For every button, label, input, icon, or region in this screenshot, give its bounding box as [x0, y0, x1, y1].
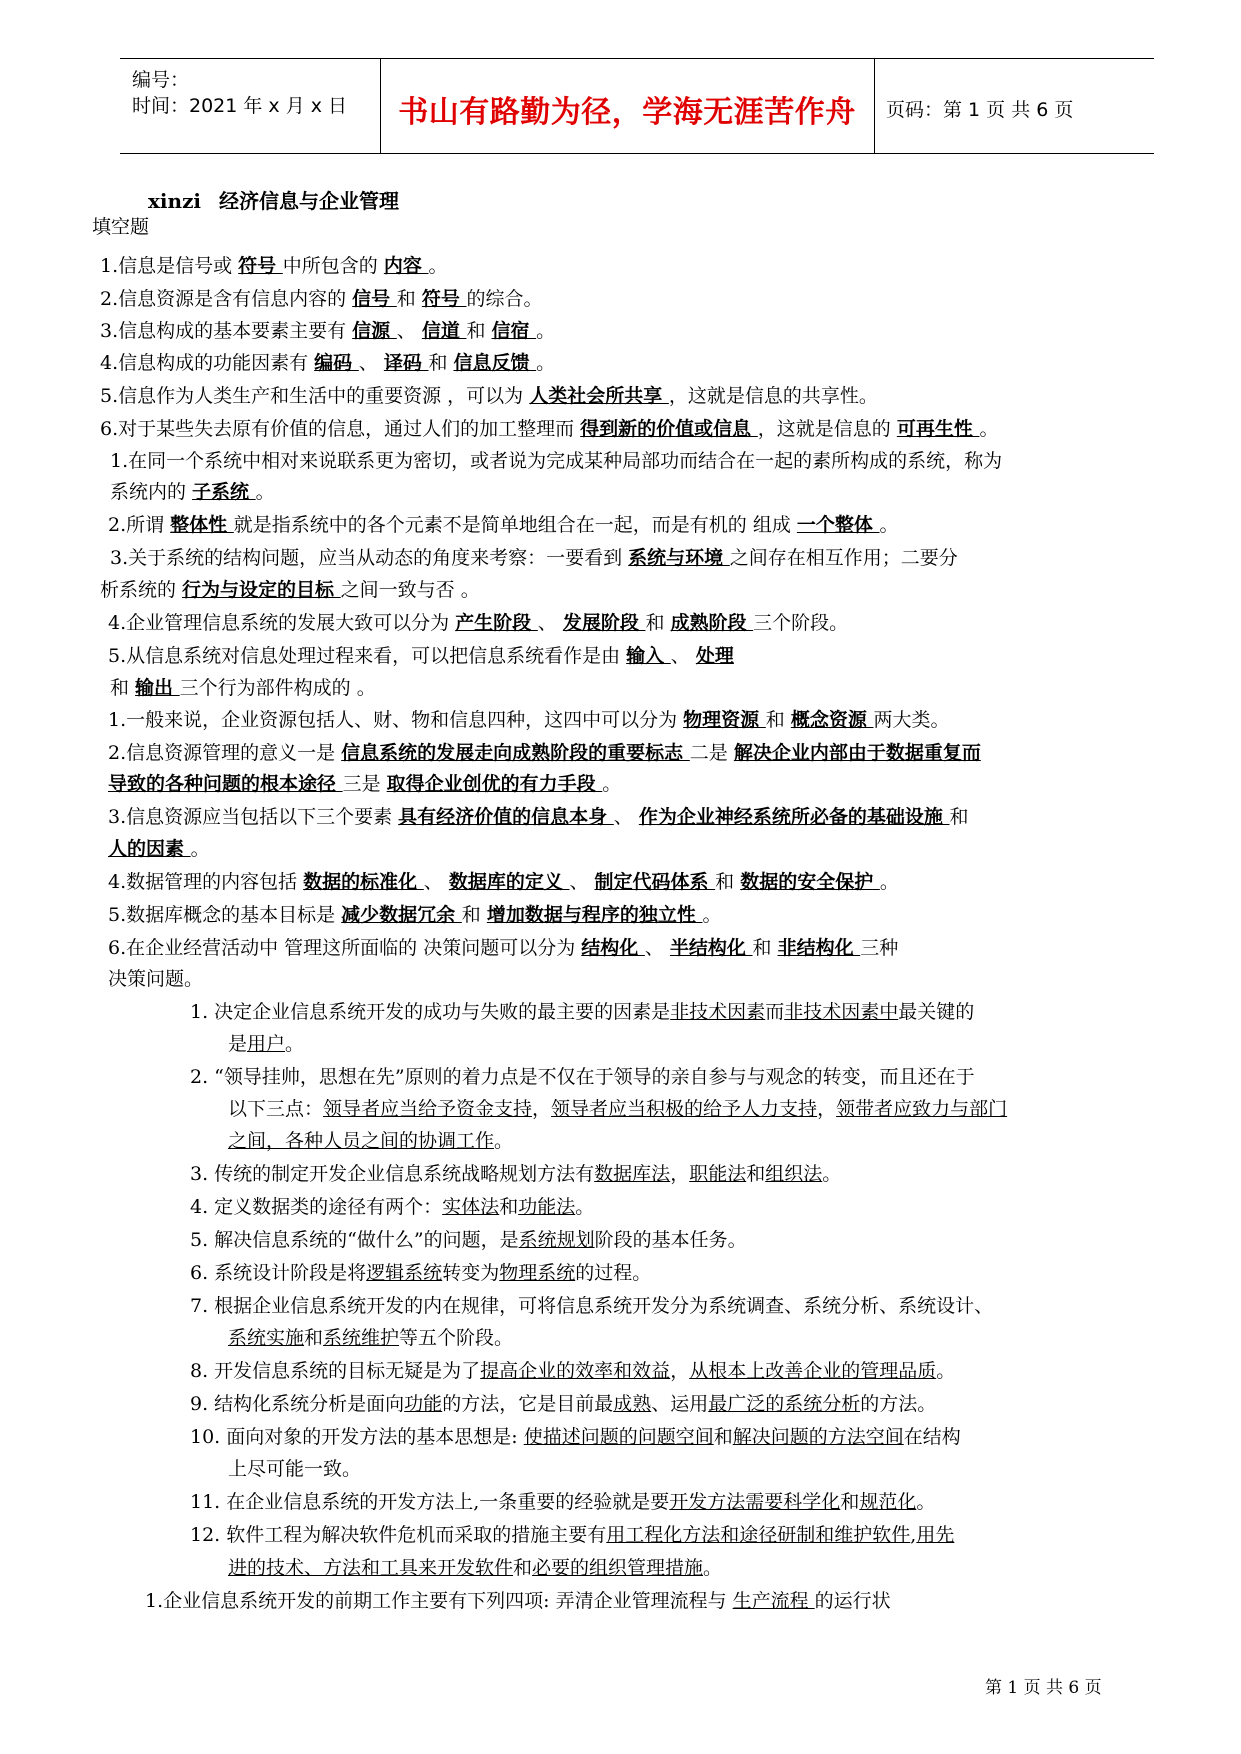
- text-segment: 12. 软件工程为解决软件危机而采取的措施主要有: [190, 1524, 607, 1546]
- text-segment: 等五个阶段。: [399, 1327, 514, 1349]
- text-segment: ,: [910, 1524, 917, 1546]
- text-segment: 和: [304, 1327, 324, 1349]
- answer-text: 生产流程: [732, 1590, 815, 1612]
- answer-text: 领带者应致力与部门: [836, 1098, 1008, 1120]
- text-segment: 二是: [689, 742, 734, 764]
- text-segment: 决策问题。: [108, 968, 204, 990]
- text-line: [110, 675, 376, 701]
- answer-text: 减少数据冗余: [341, 904, 462, 926]
- text-segment: 。: [536, 320, 556, 342]
- answer-text: 非技术因素: [670, 1001, 766, 1023]
- text-segment: 3.信息构成的基本要素主要有: [100, 320, 353, 342]
- answer-text: 制定代码体系: [594, 871, 716, 893]
- text-segment: 。: [536, 352, 556, 374]
- answer-text: 非技术因素中: [784, 1001, 899, 1023]
- answer-text: 解决问题的方法空间: [732, 1426, 904, 1448]
- text-segment: 6. 系统设计阶段是将: [190, 1262, 367, 1284]
- date-line: 时间：2021 年 x 月 x 日: [132, 95, 348, 117]
- text-segment: 6.对于某些失去原有价值的信息，通过人们的加工整理而: [100, 418, 581, 440]
- text-segment: 、: [358, 352, 384, 374]
- text-segment: 、: [569, 871, 595, 893]
- text-line: [108, 610, 848, 636]
- text-segment: 。: [428, 255, 448, 277]
- answer-text: 具有经济价值的信息本身: [398, 806, 614, 828]
- text-segment: 中所包含的: [282, 255, 384, 277]
- text-segment: 1. 决定企业信息系统开发的成功与失败的最主要的因素是: [190, 1001, 671, 1023]
- answer-text: 领导者应当给予资金支持: [323, 1098, 533, 1120]
- text-segment: 3.关于系统的结构问题，应当从动态的角度来考察：一要看到: [110, 547, 629, 569]
- text-segment: 。: [494, 1130, 514, 1152]
- answer-text: 概念资源: [790, 709, 874, 731]
- text-segment: ，: [670, 1360, 690, 1382]
- text-segment: 1.信息是信号或: [100, 255, 239, 277]
- text-segment: 5.信息作为人类生产和生活中的重要资源 ，可以为: [100, 385, 530, 407]
- answer-text: 解决企业内部由于数据重复而: [733, 742, 981, 764]
- text-segment: 3.信息资源应当包括以下三个要素: [108, 806, 399, 828]
- text-line: [100, 318, 555, 344]
- answer-text: 物理系统: [499, 1262, 576, 1284]
- text-segment: 11. 在企业信息系统的开发方法上,一条重要的经验就是要: [190, 1491, 670, 1513]
- serial-label: 编号：: [132, 69, 190, 91]
- text-line: [190, 1227, 747, 1253]
- text-segment: 。: [979, 418, 999, 440]
- text-segment: 2. “领导挂帅，思想在先”原则的着力点是不仅在于领导的亲自参与与观念的转变，而且还在于: [190, 1066, 975, 1088]
- answer-text: 信宿: [491, 320, 537, 342]
- answer-text: 之间，各种人员之间的协调工作: [228, 1130, 495, 1152]
- text-line: [100, 350, 555, 376]
- text-segment: 10. 面向对象的开发方法的基本思想是:: [190, 1426, 524, 1448]
- answer-text: 行为与设定的目标: [182, 579, 341, 601]
- answer-text: 信源: [352, 320, 397, 342]
- text-segment: 。: [190, 838, 210, 860]
- text-segment: 、: [423, 871, 449, 893]
- text-segment: 4.信息构成的功能因素有: [100, 352, 315, 374]
- answer-text: 数据的标准化: [303, 871, 424, 893]
- text-segment: ，: [532, 1098, 552, 1120]
- answer-text: 实体法: [442, 1196, 500, 1218]
- text-segment: 、: [613, 806, 639, 828]
- text-line: [108, 740, 981, 766]
- text-segment: 1.一般来说，企业资源包括人、财、物和信息四种，这四中可以分为: [108, 709, 684, 731]
- text-segment: 和: [461, 904, 487, 926]
- answer-text: 系统实施: [228, 1327, 305, 1349]
- text-segment: 三个行为部件构成的 。: [179, 677, 376, 699]
- text-segment: 。: [703, 1557, 723, 1579]
- text-line: [108, 966, 203, 992]
- text-segment: 。: [879, 514, 899, 536]
- text-line: [190, 1424, 961, 1450]
- text-segment: 转变为: [442, 1262, 500, 1284]
- text-segment: 三是: [342, 773, 387, 795]
- answer-text: 可再生性: [896, 418, 980, 440]
- text-segment: 三个阶段。: [753, 612, 849, 634]
- text-segment: 1.企业信息系统开发的前期工作主要有下列四项: 弄清企业管理流程与: [145, 1590, 733, 1612]
- text-segment: 1.在同一个系统中相对来说联系更为密切，或者说为完成某种局部功而结合在一起的素所构成的系统，称为: [110, 450, 1003, 472]
- text-segment: 8. 开发信息系统的目标无疑是为了: [190, 1360, 481, 1382]
- text-segment: 、: [670, 645, 696, 667]
- text-segment: 和: [715, 871, 741, 893]
- text-line: [190, 1064, 975, 1090]
- text-line: [108, 836, 210, 862]
- answer-text: 系统规划: [518, 1229, 595, 1251]
- answer-text: 编码: [314, 352, 359, 374]
- text-segment: 。: [702, 904, 722, 926]
- answer-text: 信息反馈: [453, 352, 537, 374]
- text-segment: 是: [228, 1033, 248, 1055]
- text-segment: 的过程。: [575, 1262, 652, 1284]
- answer-text: 用先: [916, 1524, 955, 1546]
- text-segment: 而: [765, 1001, 785, 1023]
- text-segment: 。: [255, 481, 275, 503]
- header-divider: [380, 59, 381, 153]
- text-line: [110, 479, 275, 505]
- text-segment: 阶段的基本任务。: [594, 1229, 747, 1251]
- text-line: [145, 1588, 891, 1614]
- text-segment: 和: [428, 352, 454, 374]
- text-segment: 和: [840, 1491, 860, 1513]
- text-segment: 系统内的: [110, 481, 193, 503]
- answer-text: 系统维护: [323, 1327, 400, 1349]
- text-segment: 5.数据库概念的基本目标是: [108, 904, 342, 926]
- answer-text: 数据库法: [594, 1163, 671, 1185]
- answer-text: 领导者应当积极的给予人力支持: [551, 1098, 818, 1120]
- text-segment: 上尽可能一致。: [228, 1458, 362, 1480]
- text-segment: 。: [936, 1360, 956, 1382]
- answer-text: 必要的组织管理措施: [532, 1557, 704, 1579]
- answer-text: 逻辑系统: [366, 1262, 443, 1284]
- text-segment: 3. 传统的制定开发企业信息系统战略规划方法有: [190, 1163, 595, 1185]
- answer-text: 数据库的定义: [448, 871, 570, 893]
- text-segment: 。: [916, 1491, 936, 1513]
- text-line: [108, 512, 899, 538]
- text-line: [228, 1456, 361, 1482]
- answer-text: 信息系统的发展走向成熟阶段的重要标志: [341, 742, 690, 764]
- text-segment: 和: [752, 937, 778, 959]
- answer-text: 功能: [404, 1393, 443, 1415]
- answer-text: 规范化: [859, 1491, 917, 1513]
- answer-text: 进的技术、方法和工具来开发软件: [228, 1557, 514, 1579]
- text-segment: 。: [822, 1163, 842, 1185]
- text-line: [100, 286, 542, 312]
- answer-text: 使描述问题的问题空间: [523, 1426, 714, 1448]
- text-line: [190, 1161, 841, 1187]
- answer-text: 符号: [238, 255, 283, 277]
- text-segment: 和: [110, 677, 136, 699]
- answer-text: 内容: [383, 255, 429, 277]
- text-segment: ，: [670, 1163, 690, 1185]
- answer-text: 处理: [695, 645, 734, 667]
- text-line: [190, 1489, 935, 1515]
- answer-text: 最广泛的系统分析: [708, 1393, 861, 1415]
- text-segment: 2.信息资源是含有信息内容的: [100, 288, 353, 310]
- text-segment: 析系统的: [100, 579, 183, 601]
- answer-text: 数据的安全保护: [740, 871, 880, 893]
- text-line: [190, 1522, 954, 1548]
- text-line: [110, 545, 958, 571]
- text-line: [228, 1096, 1007, 1122]
- text-segment: 和: [949, 806, 969, 828]
- answer-text: 物理资源: [683, 709, 766, 731]
- answer-text: 导致的各种问题的根本途径: [108, 773, 343, 795]
- doc-title-text: 经济信息与企业管理: [219, 189, 400, 213]
- answer-text: 译码: [383, 352, 429, 374]
- text-line: [108, 935, 898, 961]
- text-line: [228, 1128, 513, 1154]
- header-motto: 书山有路勤为径，学海无涯苦作舟: [398, 95, 856, 130]
- text-segment: 。: [879, 871, 899, 893]
- text-segment: 之间存在相互作用；二要分: [729, 547, 958, 569]
- text-line: [108, 804, 968, 830]
- answer-text: 成熟阶段: [670, 612, 754, 634]
- answer-text: 用户: [247, 1033, 286, 1055]
- text-line: [190, 1293, 993, 1319]
- page-header: [120, 58, 1154, 154]
- answer-text: 作为企业神经系统所必备的基础设施: [638, 806, 950, 828]
- text-segment: 三种: [860, 937, 899, 959]
- answer-text: 整体性: [170, 514, 234, 536]
- answer-text: 半结构化: [669, 937, 753, 959]
- text-segment: 2.信息资源管理的意义一是: [108, 742, 342, 764]
- text-segment: 和: [645, 612, 671, 634]
- text-segment: 就是指系统中的各个元素不是简单地组合在一起，而是有机的 组成: [233, 514, 797, 536]
- section-heading: 填空题: [92, 216, 150, 238]
- text-segment: 5. 解决信息系统的“做什么”的问题，是: [190, 1229, 519, 1251]
- text-segment: 9. 结构化系统分析是面向: [190, 1393, 405, 1415]
- answer-text: 职能法: [689, 1163, 747, 1185]
- text-segment: 的综合。: [466, 288, 543, 310]
- doc-code: xinzi: [148, 189, 202, 213]
- answer-text: 得到新的价值或信息: [580, 418, 758, 440]
- text-segment: 。: [602, 773, 622, 795]
- text-segment: 7. 根据企业信息系统开发的内在规律，可将信息系统开发分为系统调查、系统分析、系统设计、: [190, 1295, 994, 1317]
- answer-text: 输入: [626, 645, 671, 667]
- answer-text: 取得企业创优的有力手段: [386, 773, 603, 795]
- text-line: [108, 643, 734, 669]
- text-line: [228, 1325, 513, 1351]
- text-segment: 和: [765, 709, 791, 731]
- text-line: [228, 1031, 304, 1057]
- answer-text: 增加数据与程序的独立性: [486, 904, 703, 926]
- text-line: [190, 1194, 594, 1220]
- text-segment: 。: [285, 1033, 305, 1055]
- answer-text: 子系统: [192, 481, 256, 503]
- text-segment: 两大类。: [873, 709, 950, 731]
- answer-text: 从根本上改善企业的管理品质: [689, 1360, 937, 1382]
- text-line: [110, 448, 1002, 474]
- text-segment: 4.企业管理信息系统的发展大致可以分为: [108, 612, 456, 634]
- header-page-info: 页码：第 1 页 共 6 页: [886, 99, 1074, 121]
- text-segment: ，这就是信息的: [757, 418, 897, 440]
- text-segment: 和: [746, 1163, 766, 1185]
- text-line: [190, 999, 974, 1025]
- doc-title: [148, 185, 417, 214]
- text-segment: 的方法，它是目前最: [442, 1393, 614, 1415]
- answer-text: 信道: [421, 320, 467, 342]
- text-segment: 和: [466, 320, 492, 342]
- text-segment: 最关键的: [898, 1001, 975, 1023]
- text-segment: 的方法。: [860, 1393, 937, 1415]
- text-line: [100, 577, 480, 603]
- answer-text: 结构化: [581, 937, 645, 959]
- answer-text: 系统与环境: [628, 547, 730, 569]
- answer-text: 成熟: [613, 1393, 652, 1415]
- answer-text: 发展阶段: [562, 612, 646, 634]
- text-segment: 2.所谓: [108, 514, 171, 536]
- text-segment: 以下三点：: [228, 1098, 324, 1120]
- answer-text: 开发方法需要科学化: [669, 1491, 841, 1513]
- text-line: [228, 1555, 722, 1581]
- text-segment: 之间一致与否 。: [340, 579, 480, 601]
- answer-text: 提高企业的效率和效益: [480, 1360, 671, 1382]
- text-line: [108, 771, 621, 797]
- text-segment: 在结构: [903, 1426, 961, 1448]
- answer-text: 一个整体: [796, 514, 880, 536]
- text-line: [108, 902, 721, 928]
- answer-text: 输出: [135, 677, 180, 699]
- text-line: [108, 707, 949, 733]
- text-line: [190, 1358, 955, 1384]
- text-line: [108, 869, 899, 895]
- text-segment: 、: [644, 937, 670, 959]
- text-line: [100, 383, 878, 409]
- text-segment: ，: [817, 1098, 837, 1120]
- text-segment: ，这就是信息的共享性。: [668, 385, 878, 407]
- text-segment: 、: [396, 320, 422, 342]
- text-segment: 、: [537, 612, 563, 634]
- text-segment: 的运行状: [814, 1590, 891, 1612]
- text-segment: 和: [713, 1426, 733, 1448]
- answer-text: 非结构化: [777, 937, 861, 959]
- text-segment: 、运用: [651, 1393, 709, 1415]
- answer-text: 用工程化方法和途径研制和维护软件: [606, 1524, 911, 1546]
- text-segment: 和: [513, 1557, 533, 1579]
- answer-text: 产生阶段: [455, 612, 538, 634]
- header-divider: [874, 59, 875, 153]
- text-segment: 和: [396, 288, 422, 310]
- text-line: [100, 416, 998, 442]
- answer-text: 功能法: [518, 1196, 576, 1218]
- answer-text: 符号: [421, 288, 467, 310]
- text-segment: 4.数据管理的内容包括: [108, 871, 304, 893]
- text-segment: 6.在企业经营活动中 管理这所面临的 决策问题可以分为: [108, 937, 582, 959]
- answer-text: 人的因素: [108, 838, 191, 860]
- text-line: [100, 253, 447, 279]
- answer-text: 信号: [352, 288, 397, 310]
- text-segment: 5.从信息系统对信息处理过程来看，可以把信息系统看作是由: [108, 645, 627, 667]
- text-segment: 和: [499, 1196, 519, 1218]
- page-footer: 第 1 页 共 6 页: [985, 1678, 1102, 1698]
- text-segment: 。: [575, 1196, 595, 1218]
- answer-text: 人类社会所共享: [529, 385, 669, 407]
- text-line: [190, 1391, 936, 1417]
- text-line: [190, 1260, 651, 1286]
- answer-text: 组织法: [765, 1163, 823, 1185]
- text-segment: 4. 定义数据类的途径有两个：: [190, 1196, 443, 1218]
